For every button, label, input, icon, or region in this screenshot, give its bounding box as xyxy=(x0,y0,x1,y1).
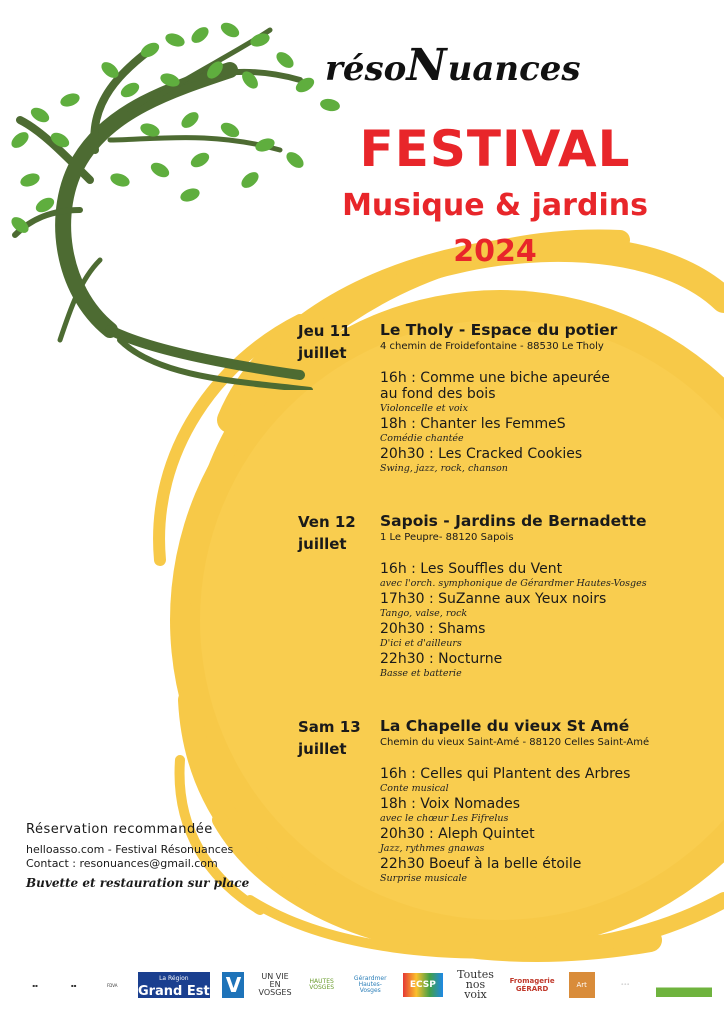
day-date xyxy=(298,511,376,555)
day-info xyxy=(380,511,720,681)
day-info xyxy=(380,716,720,886)
event-subtitle: avec l'orch. symphonique de Gérardmer Hautes-Vosges xyxy=(380,578,647,589)
brand-suffix: uances xyxy=(447,49,581,89)
reservation-heading: Réservation recommandée xyxy=(26,822,213,837)
brand-prefix: réso xyxy=(325,49,407,89)
day-weekday: Sam 13 xyxy=(298,718,361,736)
festival-title: FESTIVAL xyxy=(359,120,631,178)
toutes-line1: Toutes xyxy=(457,968,494,981)
sponsor-logos xyxy=(22,964,712,1006)
event-subtitle: Surprise musicale xyxy=(380,873,468,884)
event-title: 20h30 : Les Cracked Cookies xyxy=(380,446,583,462)
event-title: 16h : Comme une biche apeurée xyxy=(380,370,610,386)
event-title: 18h : Chanter les FemmeS xyxy=(380,416,566,432)
venue-address: Chemin du vieux Saint-Amé - 88120 Celles Saint-Amé xyxy=(380,737,650,748)
fromagerie-line2: GÉRARD xyxy=(515,985,549,993)
ger-line2: Hautes-Vosges xyxy=(358,981,382,994)
day-month: juillet xyxy=(298,740,347,758)
venue-name: La Chapelle du vieux St Amé xyxy=(380,717,630,735)
reservation-info xyxy=(26,822,276,890)
fdva-logo: FDVA xyxy=(106,982,118,988)
event-subtitle: Jazz, rythmes gnawas xyxy=(380,843,485,854)
event-subtitle: Tango, valse, rock xyxy=(380,608,468,619)
event-subtitle: Basse et batterie xyxy=(380,668,462,679)
day-month: juillet xyxy=(298,344,347,362)
brand-n: N xyxy=(406,40,448,91)
event-title: 20h30 : Aleph Quintet xyxy=(380,826,535,842)
event-title: 16h : Les Souffles du Vent xyxy=(380,561,563,577)
day-date xyxy=(298,716,376,760)
festival-subtitle: Musique & jardins xyxy=(342,188,648,223)
event-subtitle: avec le chœur Les Fifrelus xyxy=(380,813,509,824)
boutique-logo: ◦◦◦ xyxy=(620,982,630,988)
event-title: 17h30 : SuZanne aux Yeux noirs xyxy=(380,591,607,607)
gerardmer-logo xyxy=(350,976,390,994)
garden-grass-logo xyxy=(656,973,712,997)
venue-address: 1 Le Peupre- 88120 Sapois xyxy=(380,532,514,543)
venue-name: Le Tholy - Espace du potier xyxy=(380,321,618,339)
venue-address: 4 chemin de Froidefontaine - 88530 Le Tholy xyxy=(380,341,604,352)
event-title-cont: au fond des bois xyxy=(380,386,496,402)
event-title: 16h : Celles qui Plantent des Arbres xyxy=(380,766,631,782)
venue-name: Sapois - Jardins de Bernadette xyxy=(380,512,647,530)
event-subtitle: Conte musical xyxy=(380,783,449,794)
prefet-logo: ▪▪ xyxy=(32,982,38,988)
event-title: 18h : Voix Nomades xyxy=(380,796,521,812)
hv-line2: VOSGES xyxy=(309,984,335,991)
event-subtitle: Swing, jazz, rock, chanson xyxy=(380,463,508,474)
vie-line1: UN VIE xyxy=(261,972,289,981)
vie-en-vosges-logo xyxy=(257,973,293,997)
event-subtitle: Comédie chantée xyxy=(380,433,464,444)
region-name: Grand Est xyxy=(137,984,210,999)
toutes-line2: nos voix xyxy=(464,978,487,1001)
day-date xyxy=(298,320,376,364)
brand-logo xyxy=(325,40,665,91)
day-weekday: Ven 12 xyxy=(298,513,356,531)
day-weekday: Jeu 11 xyxy=(298,322,351,340)
vosges-v-logo: V xyxy=(222,972,244,998)
art-logo: Art xyxy=(569,972,595,998)
ger-line1: Gérardmer xyxy=(353,975,387,982)
buvette-note: Buvette et restauration sur place xyxy=(26,876,250,890)
festival-year: 2024 xyxy=(453,234,537,269)
event-subtitle: Violoncelle et voix xyxy=(380,403,468,414)
toutes-nos-voix-logo xyxy=(455,970,495,1000)
reservation-link[interactable]: helloasso.com - Festival Résonuances xyxy=(26,843,234,856)
contact-email[interactable]: Contact : resonuances@gmail.com xyxy=(26,857,218,870)
ecsp-logo: ECSP xyxy=(403,973,443,997)
region-grand-est-logo xyxy=(138,972,210,998)
day-month: juillet xyxy=(298,535,347,553)
hautes-vosges-logo xyxy=(306,979,338,991)
hv-line1: HAUTES xyxy=(309,978,334,985)
event-subtitle: D'ici et d'ailleurs xyxy=(380,638,462,649)
region-top: La Région xyxy=(159,975,189,982)
vie-line2: EN VOSGES xyxy=(258,980,292,997)
day-info xyxy=(380,320,720,476)
event-title: 22h30 : Nocturne xyxy=(380,651,503,667)
event-title: 20h30 : Shams xyxy=(380,621,486,637)
fromagerie-line1: Fromagerie xyxy=(509,977,555,985)
fromagerie-gerard-logo xyxy=(508,977,556,993)
ministere-logo: ▪▪ xyxy=(70,982,77,988)
event-title: 22h30 Boeuf à la belle étoile xyxy=(380,856,582,872)
